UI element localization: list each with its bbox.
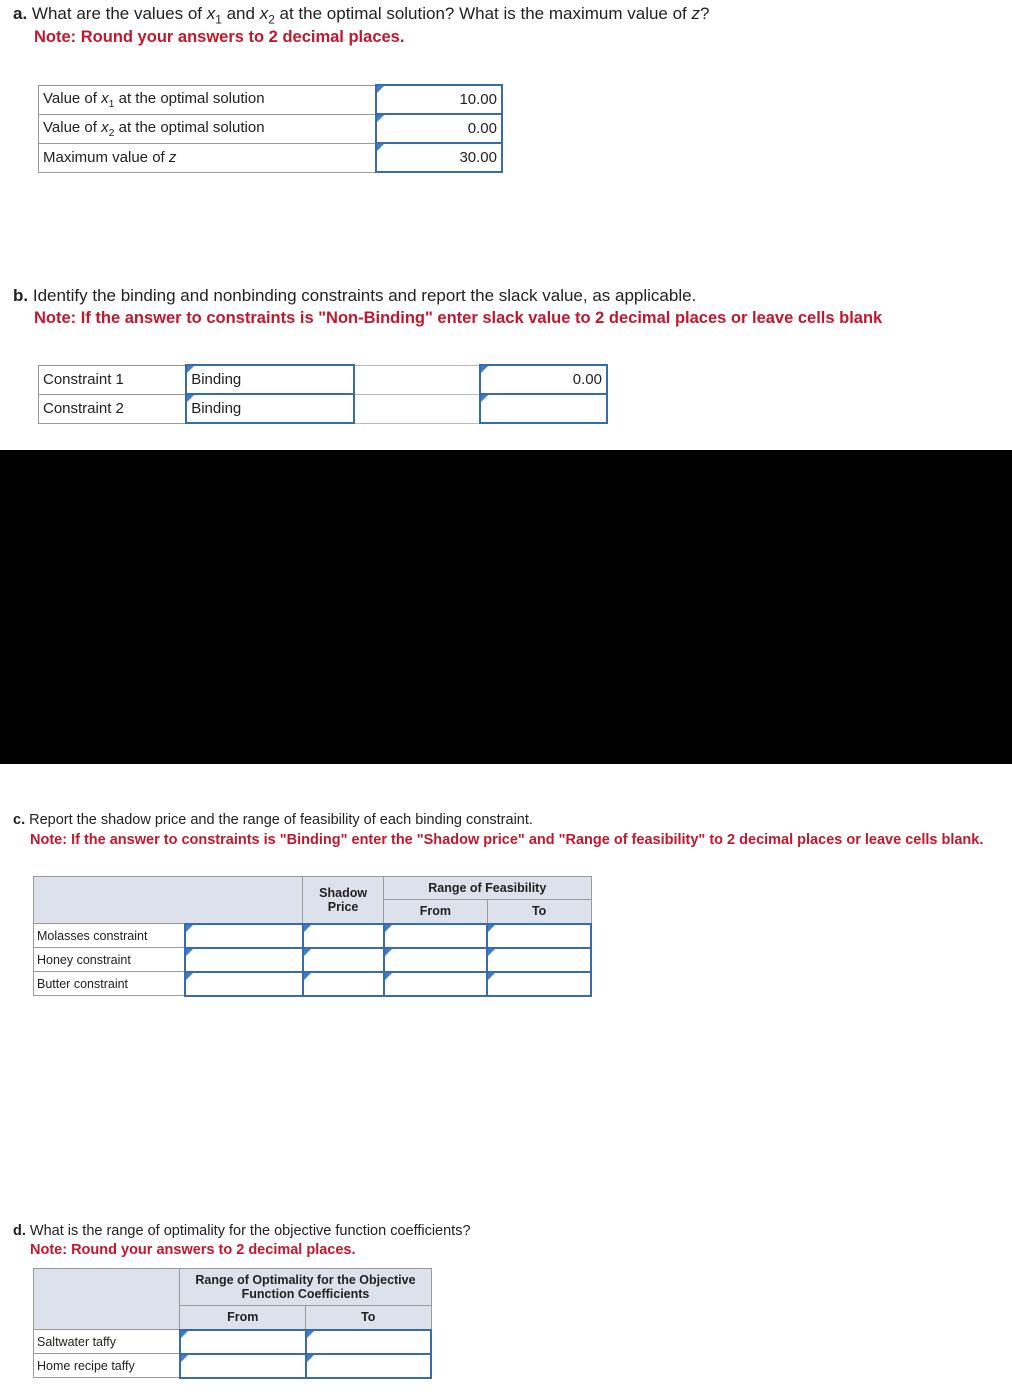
label-sub: 2 <box>108 126 115 139</box>
input-marker-icon <box>186 949 193 956</box>
home-recipe-from-input[interactable] <box>180 1354 306 1378</box>
input-marker-icon <box>187 395 194 402</box>
molasses-label: Molasses constraint <box>34 924 186 948</box>
table-header-row <box>34 1269 432 1306</box>
molasses-to-input[interactable] <box>487 924 591 948</box>
header-from: From <box>384 900 488 924</box>
part-d-question <box>13 1223 471 1239</box>
molasses-status-select[interactable] <box>185 924 303 948</box>
label-sub: 1 <box>108 97 115 110</box>
x1-value: 10.00 <box>459 91 497 108</box>
constraint-1-status-select[interactable] <box>186 365 354 394</box>
header-to: To <box>487 900 591 924</box>
input-marker-icon <box>304 949 311 956</box>
x2-value: 0.00 <box>467 120 497 137</box>
constraint-1-slack-input[interactable] <box>480 365 607 394</box>
row-label <box>39 114 377 143</box>
input-marker-icon <box>377 86 384 93</box>
input-marker-icon <box>488 973 495 980</box>
part-b-question-text: Identify the binding and nonbinding constraints and report the slack value, as applicable. <box>32 286 697 305</box>
var-x1-sub: 1 <box>215 12 222 27</box>
input-marker-icon <box>377 115 384 122</box>
input-marker-icon <box>385 925 392 932</box>
part-a-question-text-4: ? <box>700 4 710 23</box>
part-a-table <box>38 84 503 173</box>
constraint-2-slack-input[interactable] <box>480 394 607 423</box>
part-b-note: Note: If the answer to constraints is "Non-Binding" enter slack value to 2 decimal places or leave cells blank <box>34 309 883 327</box>
var-x2: x <box>259 4 269 23</box>
label-pre: Maximum value of <box>43 149 169 166</box>
input-marker-icon <box>304 973 311 980</box>
part-b-table <box>38 364 608 424</box>
constraint-2-status: Binding <box>191 400 242 417</box>
var-z: z <box>691 4 701 23</box>
honey-from-input[interactable] <box>384 948 488 972</box>
input-marker-icon <box>307 1331 314 1338</box>
part-d-table <box>33 1268 432 1379</box>
part-a-question <box>13 4 709 26</box>
part-d-prefix: d. <box>13 1223 26 1239</box>
label-post: at the optimal solution <box>114 89 265 107</box>
input-marker-icon <box>377 144 384 151</box>
var-x2-sub: 2 <box>268 12 275 27</box>
molasses-shadow-input[interactable] <box>303 924 384 948</box>
header-from: From <box>180 1306 306 1330</box>
input-marker-icon <box>481 395 488 402</box>
header-to: To <box>306 1306 431 1330</box>
constraint-1-status: Binding <box>191 371 242 388</box>
home-recipe-to-input[interactable] <box>306 1354 431 1378</box>
butter-from-input[interactable] <box>384 972 488 996</box>
input-marker-icon <box>186 925 193 932</box>
part-c-prefix: c. <box>13 812 26 828</box>
honey-status-select[interactable] <box>185 948 303 972</box>
part-a-question-text-1: What are the values of <box>31 4 207 23</box>
z-value: 30.00 <box>459 149 497 166</box>
part-b-question <box>13 286 696 306</box>
header-empty <box>34 1269 180 1330</box>
part-d-note: Note: Round your answers to 2 decimal places. <box>30 1242 356 1258</box>
input-marker-icon <box>304 925 311 932</box>
input-marker-icon <box>181 1331 188 1338</box>
x2-value-input[interactable] <box>376 114 502 143</box>
row-label <box>39 143 377 172</box>
part-d-question-text: What is the range of optimality for the objective function coefficients? <box>29 1223 471 1239</box>
header-empty <box>34 877 303 924</box>
header-range-feasibility: Range of Feasibility <box>384 877 591 900</box>
header-range-optimality: Range of Optimality for the Objective Function Coefficients <box>180 1269 431 1306</box>
table-row <box>39 85 503 114</box>
molasses-from-input[interactable] <box>384 924 488 948</box>
empty-cell <box>354 394 481 423</box>
part-c-table <box>33 876 592 997</box>
table-row <box>34 972 592 996</box>
input-marker-icon <box>385 949 392 956</box>
label-pre: Value of <box>43 118 102 136</box>
label-post: at the optimal solution <box>114 118 265 136</box>
home-recipe-label: Home recipe taffy <box>34 1354 180 1378</box>
part-c-note: Note: If the answer to constraints is "Binding" enter the "Shadow price" and "Range of feasibility" to 2 decimal places or leave cells blank. <box>30 832 984 848</box>
redacted-region <box>0 450 1012 764</box>
part-a-note: Note: Round your answers to 2 decimal places. <box>34 28 405 46</box>
input-marker-icon <box>181 1355 188 1362</box>
table-row <box>34 1330 432 1354</box>
table-row <box>34 948 592 972</box>
z-value-input[interactable] <box>376 143 502 172</box>
butter-to-input[interactable] <box>487 972 591 996</box>
part-b-prefix: b. <box>13 286 29 305</box>
constraint-2-label: Constraint 2 <box>39 394 187 423</box>
butter-shadow-input[interactable] <box>303 972 384 996</box>
constraint-1-slack: 0.00 <box>572 371 602 388</box>
input-marker-icon <box>385 973 392 980</box>
x1-value-input[interactable] <box>376 85 502 114</box>
input-marker-icon <box>481 366 488 373</box>
honey-shadow-input[interactable] <box>303 948 384 972</box>
row-label <box>39 85 377 114</box>
header-shadow-price: Shadow Price <box>303 877 384 924</box>
butter-status-select[interactable] <box>185 972 303 996</box>
saltwater-to-input[interactable] <box>306 1330 431 1354</box>
table-row <box>39 143 503 172</box>
table-row <box>39 365 608 394</box>
input-marker-icon <box>488 925 495 932</box>
label-var: z <box>168 149 177 166</box>
honey-label: Honey constraint <box>34 948 186 972</box>
saltwater-label: Saltwater taffy <box>34 1330 180 1354</box>
table-row <box>39 394 608 423</box>
label-pre: Value of <box>43 89 102 107</box>
input-marker-icon <box>187 366 194 373</box>
table-row <box>34 1354 432 1378</box>
constraint-1-label: Constraint 1 <box>39 365 187 394</box>
label-var: x <box>101 89 109 107</box>
label-var: x <box>101 118 109 136</box>
input-marker-icon <box>307 1355 314 1362</box>
part-c-question <box>13 812 533 828</box>
honey-to-input[interactable] <box>487 948 591 972</box>
var-x1: x <box>206 4 216 23</box>
saltwater-from-input[interactable] <box>180 1330 306 1354</box>
table-row <box>39 114 503 143</box>
butter-label: Butter constraint <box>34 972 186 996</box>
part-a-question-text-2: and <box>221 4 260 23</box>
input-marker-icon <box>186 973 193 980</box>
table-row <box>34 924 592 948</box>
constraint-2-status-select[interactable] <box>186 394 354 423</box>
part-a-prefix: a. <box>13 4 28 23</box>
table-header-row <box>34 877 592 900</box>
input-marker-icon <box>488 949 495 956</box>
part-a-question-text-3: at the optimal solution? What is the maximum value of <box>274 4 692 23</box>
part-c-question-text: Report the shadow price and the range of feasibility of each binding constraint. <box>29 812 533 828</box>
empty-cell <box>354 365 481 394</box>
